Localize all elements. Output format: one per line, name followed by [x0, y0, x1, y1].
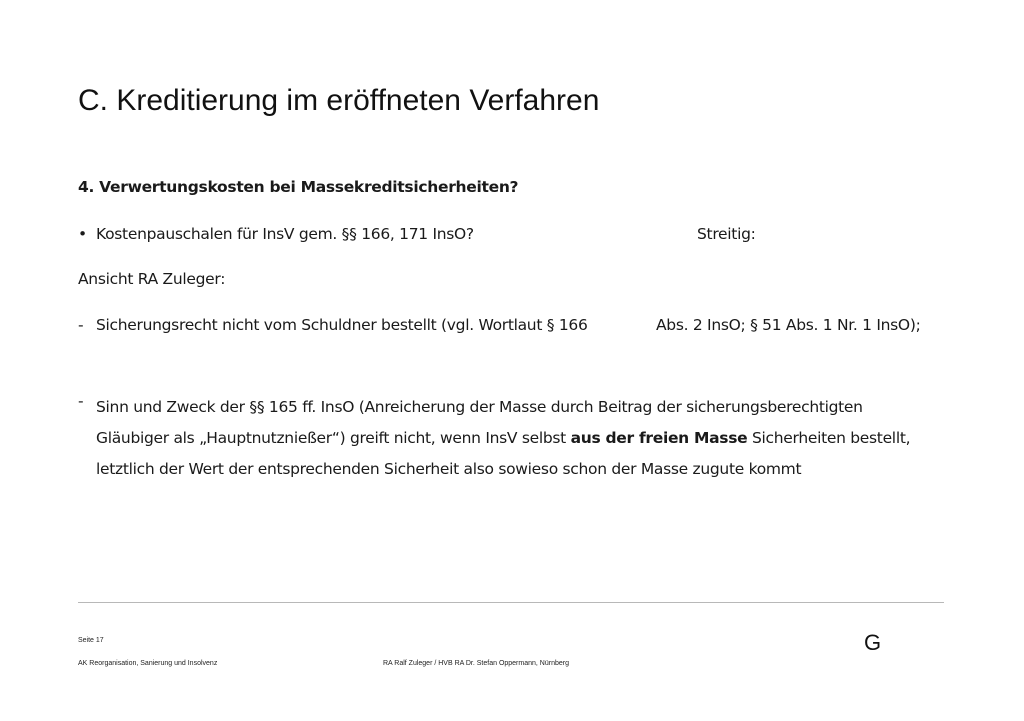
- list-item-paragraph: [96, 392, 946, 485]
- list-item-text-part1: Sicherungsrecht nicht vom Schuldner bestellt (vgl. Wortlaut § 166: [96, 316, 588, 334]
- paragraph-line-2-end: Sicherheiten bestellt,: [747, 429, 911, 447]
- footer-divider: [78, 602, 944, 603]
- paragraph-emphasis: aus der freien Masse: [570, 429, 748, 447]
- slide-title: C. Kreditierung im eröffneten Verfahren: [78, 84, 600, 117]
- paragraph-line-2: [96, 423, 946, 454]
- logo-letter: G: [864, 630, 882, 655]
- page-number: Seite 17: [78, 637, 104, 644]
- list-item-marker: -: [78, 316, 84, 334]
- paragraph-line-3: letztlich der Wert der entsprechenden Sicherheit also sowieso schon der Masse zugute kommt: [96, 460, 802, 478]
- footer-organization: AK Reorganisation, Sanierung und Insolvenz: [78, 660, 218, 667]
- paragraph-line-1: Sinn und Zweck der §§ 165 ff. InsO (Anreicherung der Masse durch Beitrag der sicherungsberechtigten: [96, 398, 863, 416]
- list-item-marker: -: [78, 392, 84, 410]
- bullet-text: Kostenpauschalen für InsV gem. §§ 166, 171 InsO?: [96, 225, 474, 243]
- section-heading: 4. Verwertungskosten bei Massekreditsicherheiten?: [78, 178, 519, 196]
- opinion-label: Ansicht RA Zuleger:: [78, 270, 226, 288]
- bullet-marker: •: [78, 225, 87, 243]
- paragraph-line-2-start: Gläubiger als „Hauptnutznießer“) greift nicht, wenn InsV selbst: [96, 429, 571, 447]
- list-item-text-part2: Abs. 2 InsO; § 51 Abs. 1 Nr. 1 InsO);: [656, 316, 921, 334]
- footer-authors: RA Ralf Zuleger / HVB RA Dr. Stefan Oppermann, Nürnberg: [383, 660, 569, 667]
- bullet-aside: Streitig:: [697, 225, 756, 243]
